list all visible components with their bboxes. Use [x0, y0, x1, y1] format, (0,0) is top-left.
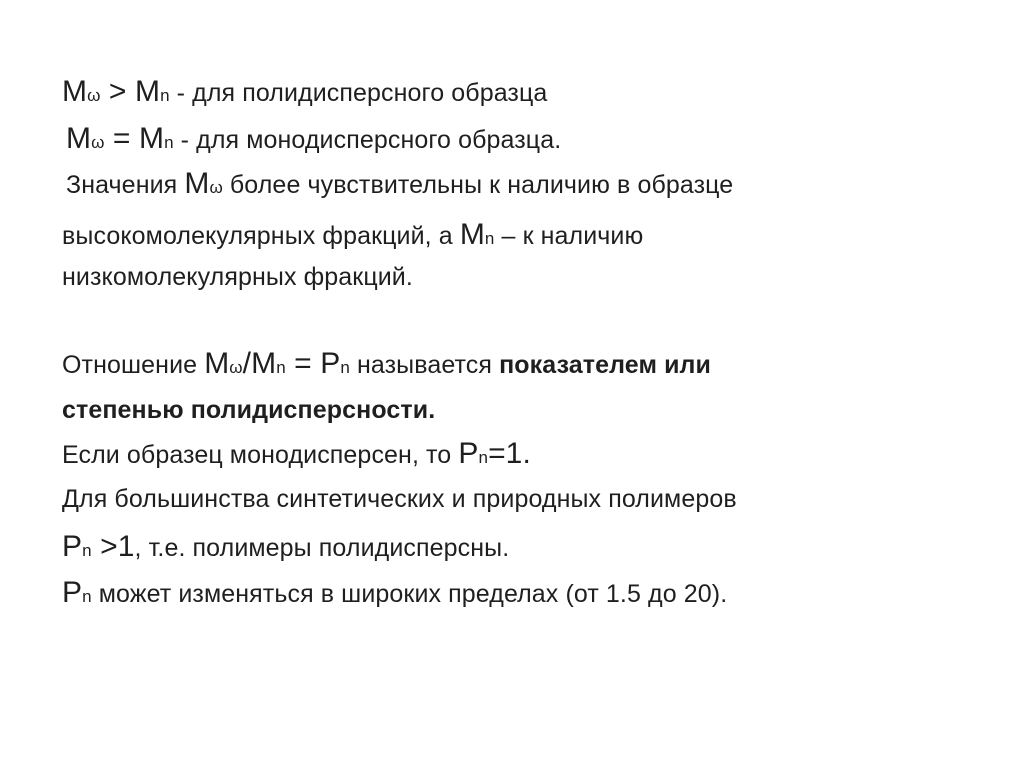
equals-one-text: =1.	[488, 437, 531, 470]
pn-symbol: P	[62, 576, 83, 609]
n-subscript: n	[82, 541, 92, 560]
monodisperse-condition-text: Если образец монодисперсен, то	[62, 441, 459, 469]
mn-symbol: M	[134, 75, 161, 108]
omega-subscript: ω	[229, 358, 243, 377]
n-subscript: n	[478, 448, 489, 467]
mn-symbol: M	[251, 347, 277, 380]
bold-degree-text: степенью полидисперсности.	[62, 396, 436, 424]
pn-symbol: P	[458, 437, 479, 470]
omega-subscript: ω	[209, 178, 223, 197]
bold-index-text: показателем или	[499, 351, 712, 379]
mw-symbol: M	[62, 75, 88, 108]
polydisperse-polymers-text: , т.е. полимеры полидисперсны.	[134, 534, 510, 562]
equals-operator: =	[285, 347, 321, 380]
low-fractions-text: низкомолекулярных фракций.	[62, 263, 413, 291]
monodisperse-text: - для монодисперсного образца.	[173, 126, 562, 154]
polymers-majority-text: Для большинства синтетических и природных полимеров	[62, 485, 737, 513]
polydisperse-text: - для полидисперсного образца	[169, 79, 548, 107]
line-polymers-majority	[62, 483, 737, 515]
high-fractions-text: высокомолекулярных фракций, а	[62, 222, 460, 250]
pn-symbol: P	[62, 530, 83, 563]
called-text: называется	[349, 351, 500, 379]
mn-symbol: M	[459, 218, 485, 251]
line-low-molecular-fractions	[62, 261, 413, 293]
n-subscript: n	[484, 229, 495, 248]
sensitivity-text: более чувствительны к наличию в образце	[222, 171, 734, 199]
n-subscript: n	[82, 587, 92, 606]
line-monodisperse-value	[62, 438, 531, 474]
line-polydispersity-degree	[62, 394, 435, 426]
mn-symbol: M	[138, 122, 165, 155]
greater-than-operator: >	[100, 75, 135, 108]
values-prefix: Значения	[66, 171, 185, 199]
n-subscript: n	[340, 358, 350, 377]
greater-than-one-text: >1	[91, 530, 135, 563]
line-monodisperse-relation	[66, 123, 561, 159]
line-high-molecular-fractions	[62, 219, 643, 255]
line-mw-sensitivity	[66, 168, 733, 204]
line-polydisperse-polymers	[62, 531, 509, 567]
n-subscript: n	[160, 86, 170, 105]
equals-operator: =	[104, 122, 139, 155]
presence-text: – к наличию	[494, 222, 644, 250]
mw-symbol: M	[66, 122, 92, 155]
line-pn-range	[62, 577, 727, 613]
range-text: может изменяться в широких пределах (от 1.5 до 20).	[91, 580, 728, 608]
ratio-prefix: Отношение	[62, 351, 205, 379]
line-polydispersity-index-definition	[62, 348, 711, 384]
n-subscript: n	[276, 358, 286, 377]
omega-subscript: ω	[87, 86, 101, 105]
line-polydisperse-relation	[62, 76, 547, 112]
omega-subscript: ω	[91, 133, 105, 152]
mw-symbol: M	[184, 167, 210, 200]
mw-symbol: M	[204, 347, 230, 380]
pn-symbol: P	[320, 347, 341, 380]
n-subscript: n	[164, 133, 174, 152]
division-operator: /	[242, 347, 252, 380]
